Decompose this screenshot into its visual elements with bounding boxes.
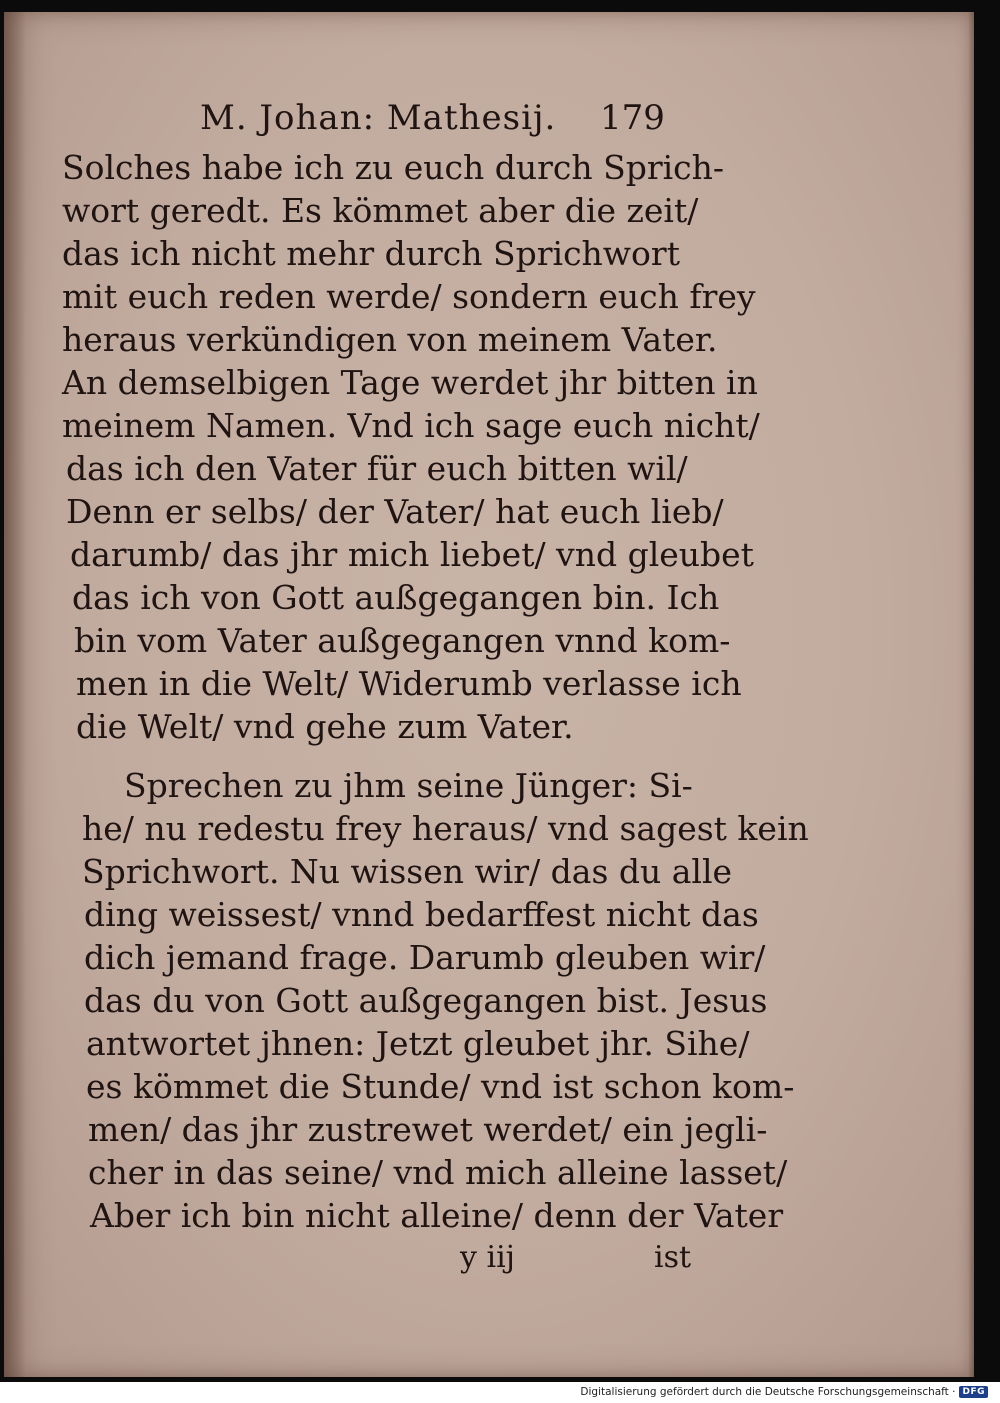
text-line: antwortet jhnen: Jetzt gleubet jhr. Sihe/	[86, 1024, 750, 1063]
text-line: heraus verkündigen von meinem Vater.	[62, 320, 718, 359]
catchword: ist	[654, 1240, 692, 1275]
digitization-credit	[580, 1386, 988, 1398]
text-line: meinem Namen. Vnd ich sage euch nicht/	[62, 406, 760, 445]
page-gutter-shadow	[4, 12, 26, 1377]
text-line: Sprichwort. Nu wissen wir/ das du alle	[82, 852, 733, 891]
text-line: das ich von Gott außgegangen bin. Ich	[72, 578, 720, 617]
text-line: Denn er selbs/ der Vater/ hat euch lieb/	[66, 492, 724, 531]
book-page	[4, 12, 974, 1377]
dfg-logo: DFG	[959, 1386, 988, 1398]
text-line: das du von Gott außgegangen bist. Jesus	[84, 981, 768, 1020]
text-line: cher in das seine/ vnd mich alleine lasset/	[88, 1153, 788, 1192]
text-line: men/ das jhr zustrewet werdet/ ein jegli-	[88, 1110, 768, 1149]
text-line: das ich nicht mehr durch Sprichwort	[62, 234, 680, 273]
page-number: 179	[600, 98, 665, 138]
text-line: men in die Welt/ Widerumb verlasse ich	[76, 664, 742, 703]
text-line: An demselbigen Tage werdet jhr bitten in	[62, 363, 758, 402]
text-line: darumb/ das jhr mich liebet/ vnd gleubet	[70, 535, 754, 574]
text-line: die Welt/ vnd gehe zum Vater.	[76, 707, 574, 746]
text-line: dich jemand frage. Darumb gleuben wir/	[84, 938, 766, 977]
text-line: Solches habe ich zu euch durch Sprich-	[62, 148, 725, 187]
text-line: das ich den Vater für euch bitten wil/	[66, 449, 688, 488]
text-line: ding weissest/ vnnd bedarffest nicht das	[84, 895, 759, 934]
text-line: bin vom Vater außgegangen vnnd kom-	[74, 621, 731, 660]
text-line: he/ nu redestu frey heraus/ vnd sagest kein	[82, 809, 809, 848]
text-line: es kömmet die Stunde/ vnd ist schon kom-	[86, 1067, 795, 1106]
text-line: mit euch reden werde/ sondern euch frey	[62, 277, 756, 316]
running-header: M. Johan: Mathesij.	[200, 98, 557, 138]
page-edge-shadow	[968, 12, 974, 1377]
text-line: Sprechen zu jhm seine Jünger: Si-	[124, 766, 693, 805]
signature-mark: y iij	[460, 1240, 515, 1275]
text-line: wort geredt. Es kömmet aber die zeit/	[62, 191, 699, 230]
text-line: Aber ich bin nicht alleine/ denn der Vater	[90, 1196, 784, 1235]
credit-text: Digitalisierung gefördert durch die Deutsche Forschungsgemeinschaft ·	[580, 1386, 956, 1398]
